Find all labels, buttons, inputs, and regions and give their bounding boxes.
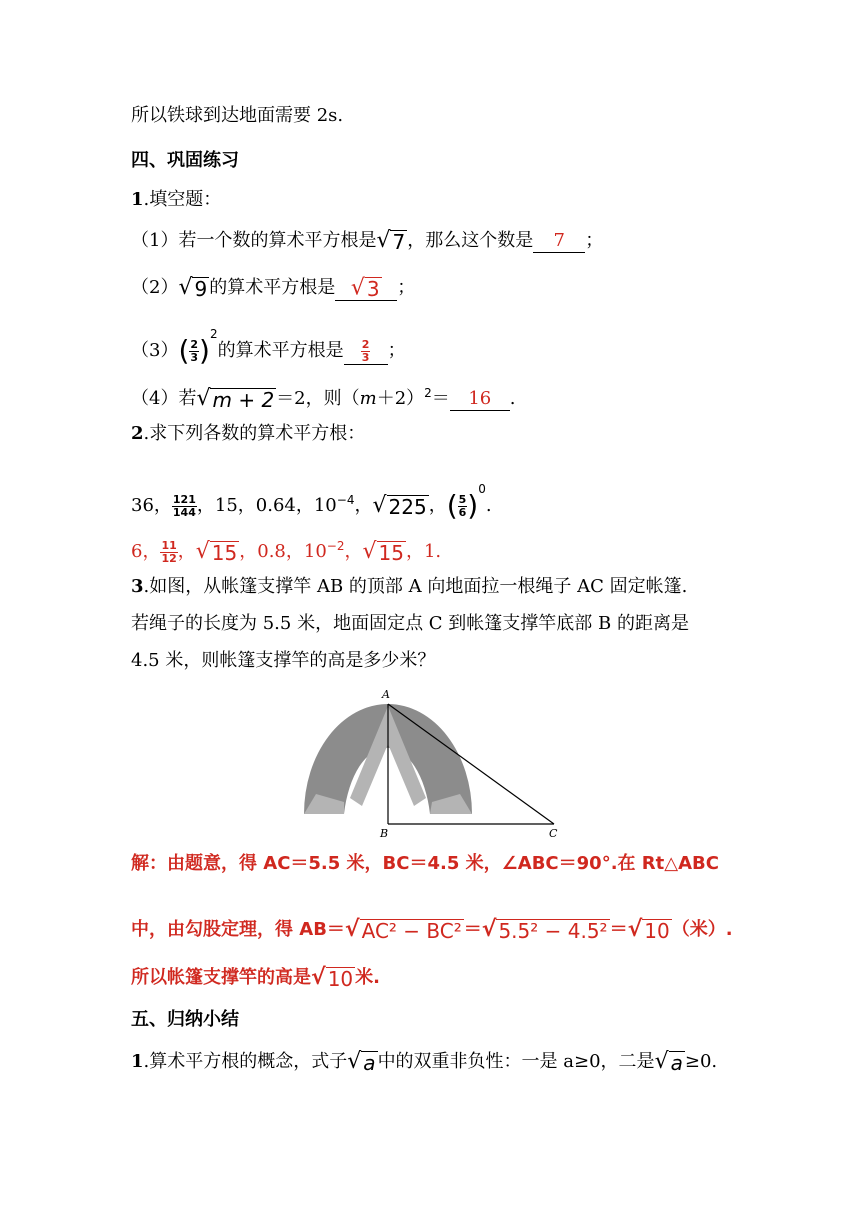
question-3-text: 3.如图，从帐篷支撑竿 AB 的顶部 A 向地面拉一根绳子 AC 固定帐篷. 若绳子的长度为 5.5 米，地面固定点 C 到帐篷支撑竿底部 B 的距离是 4.5 米，则帐篷支撑竿的高是多少米？ [131, 576, 689, 671]
question-1-title: 1.填空题： [131, 189, 222, 210]
fraction-2-3: $\frac{2}{3}$ [190, 337, 199, 364]
sqrt-10-a: √ 10 [627, 917, 670, 943]
sqrt-225: √ 225 [372, 493, 427, 519]
sqrt-5-5-sq: √ 5.5² − 4.5² [481, 917, 608, 943]
text-line: 所以铁球到达地面需要 2s. [131, 105, 344, 126]
sub-question-1: （1）若一个数的算术平方根是√ 7 ，那么这个数是 7 ； [131, 228, 604, 254]
sqrt-15-b: √ 15 [362, 539, 404, 565]
sub-question-3: （3）( $\frac{2}{3}$ )$^2$的算术平方根是 $\frac{2}{3}$ ； [131, 327, 406, 367]
answer-blank-4: 16 [450, 388, 510, 411]
answer-blank-2: √ 3 [335, 277, 397, 301]
answer-blank-3: $\frac{2}{3}$ [344, 339, 388, 365]
label-c: C [549, 827, 558, 838]
solution-line-1: 解：由题意，得 AC＝5.5 米，BC＝4.5 米，∠ABC＝90°.在 Rt△ABC [131, 853, 719, 874]
solution-line-2: 中，由勾股定理，得 AB＝√ AC² − BC² ＝√ 5.5² − 4.5² ＝√ 10 （米）. [131, 917, 733, 943]
fraction-5-6: $\frac{5}{6}$ [458, 492, 467, 519]
sqrt-a-1: √ a [347, 1049, 376, 1075]
question-2-title: 2.求下列各数的算术平方根： [131, 423, 366, 444]
sub-question-2: （2）√ 9 的算术平方根是 √ 3 ； [131, 275, 416, 301]
label-b: B [380, 827, 389, 838]
tent-diagram [300, 686, 580, 838]
sqrt-9: √ 9 [178, 275, 208, 301]
sqrt-ac2-bc2: √ AC² − BC² [344, 917, 462, 943]
summary-line-1: 1.算术平方根的概念，式子√ a 中的双重非负性：一是 a≥0，二是√ a ≥0. [131, 1049, 718, 1075]
sqrt-m-plus-2: √ m + 2 [196, 386, 275, 412]
question-2-numbers: 36， $\frac{121}{144}$ ，15，0.64，$10^{-4}$，√ 225 ，( $\frac{5}{6}$ )$^0$. [131, 482, 492, 522]
sqrt-7: √ 7 [376, 228, 406, 254]
sqrt-a-2: √ a [654, 1049, 683, 1075]
fraction-121-144: $\frac{121}{144}$ [172, 492, 196, 519]
sub-question-4: （4）若√ m + 2 ＝2，则$(m+2)^2= 16$ . [131, 386, 516, 412]
label-a: A [382, 688, 390, 701]
section-heading-4: 四、巩固练习 [131, 150, 239, 171]
section-heading-5: 五、归纳小结 [131, 1009, 239, 1030]
answer-blank-1: 7 [533, 230, 585, 253]
solution-line-3: 所以帐篷支撑竿的高是√ 10 米. [131, 965, 380, 991]
sqrt-10-b: √ 10 [311, 965, 354, 991]
question-2-answers: 6， $\frac{11}{12}$ ，√ 15 ，0.8，$10^{-2}$，√ 15 ，1. [131, 538, 442, 565]
fraction-11-12: $\frac{11}{12}$ [161, 538, 177, 565]
sqrt-15-a: √ 15 [195, 539, 238, 565]
